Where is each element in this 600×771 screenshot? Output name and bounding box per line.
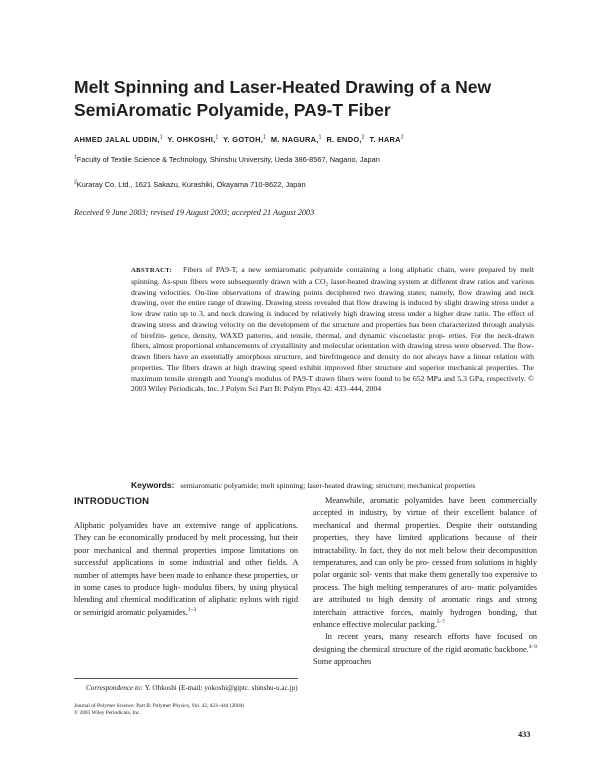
author: Y. GOTOH,$^1$ (223, 134, 267, 144)
affiliation-1: $^1$Faculty of Textile Science & Technology, Shinshu University, Ueda 386-8567, Nagano, Japan (74, 154, 380, 164)
paragraph: Aliphatic polyamides have an extensive range of applications. They can be economically produced by melt processing, but their poor mechanical and thermal properties impose limitations on successful applications in some industrial and other fields. A number of attempts have been made to enhance these properties, or in some cases to produce high- modulus fibers, by using physical blending and chemical modification of aliphatic nylons with rigid or semirigid aromatic polyamides.$^{1-3}$ (74, 521, 299, 617)
author-list (74, 135, 404, 144)
author: Y. OHKOSHI,$^1$ (167, 134, 219, 144)
abstract-text: Fibers of PA9-T, a new semiaromatic polyamide containing a long aliphatic chain, were prepared by melt spinning. As-spun fibers were subsequently drawn with a CO₂ laser-heated drawing system at different draw ratios and various drawing velocities. On-line observations of drawing points deciphered two drawing states; namely, flow drawing and neck drawing, over the entire range of drawing. Drawing stress revealed that flow drawing is induced by slight drawing stress under a low draw ratio up to 3, and neck drawing is induced by relatively high drawing stress under a higher draw ratio. The effect of drawing stress and drawing velocity on the development of the structure and properties has been characterized through analysis of birefrin- gence, density, WAXD patterns, and tensile, thermal, and dynamic viscoelastic prop- erties. For the neck-drawn fibers, almost proportional enhancements of crystallinity and molecular orientation with drawing stress were observed. The flow-drawn fibers have an essentially amorphous structure, and birefringence and density do not always have a linear relation with properties. The fibers drawn at high drawing speed exhibit improved fiber structure and superior mechanical properties. The maximum tensile strength and Young's modulus of PA9-T drawn fibers were found to be 652 MPa and 5.3 GPa, respectively. © 2003 Wiley Periodicals, Inc. J Polym Sci Part B: Polym Phys 42: 433–444, 2004 (131, 265, 535, 394)
keywords-text: semiaromatic polyamide; melt spinning; laser-heated drawing; structure; mechanical properties (180, 481, 476, 490)
page-number: 433 (518, 730, 531, 739)
correspondence-note: Correspondence to: Y. Ohkoshi (E-mail: yokoshi@giptc. shinshu-u.ac.jp) (86, 684, 298, 692)
paper-title (74, 76, 544, 122)
left-column-text (74, 520, 298, 619)
paper-title-line-1: Melt Spinning and Laser-Heated Drawing of a New (74, 77, 492, 97)
affiliation-2: $^2$Kuraray Co. Ltd., 1621 Sakazu, Kurashiki, Okayama 710-8622, Japan (74, 179, 306, 189)
footnote-divider (74, 678, 298, 679)
keywords-label: Keywords: (131, 480, 175, 490)
author: M. NAGURA,$^1$ (270, 134, 322, 144)
right-column-text (313, 495, 537, 669)
abstract (131, 265, 534, 395)
author: T. HARA$^2$ (369, 134, 404, 144)
author: R. ENDO,$^2$ (326, 134, 365, 144)
keywords (131, 480, 534, 492)
abstract-label: ABSTRACT: (131, 267, 173, 274)
paragraph: In recent years, many research efforts have focused on designing the chemical structure of the rigid aromatic backbone.$^{4-9}$ Some approaches (313, 632, 537, 667)
author: AHMED JALAL UDDIN,$^1$ (74, 134, 163, 144)
paper-title-line-2: SemiAromatic Polyamide, PA9-T Fiber (74, 100, 391, 120)
section-heading-introduction: INTRODUCTION (74, 496, 150, 507)
received-dates: Received 9 June 2003; revised 19 August 2003; accepted 21 August 2003 (74, 208, 315, 217)
paragraph: Meanwhile, aromatic polyamides have been commercially accepted in industry, by virtue of their excellent balance of mechanical and thermal properties. Despite their outstanding properties, they have limited applications because of their intractability. In fact, they do not melt below their decomposition temperatures, and can only be pro- cessed from solutions in highly polar organic sol- vents that make them generally too expensive to process. The high melting temperatures of aro- matic polyamides are attributed to high density of aromatic rings and strong interchain attractive forces, mainly hydrogen bonding, that enhance effective molecular packing.$^{5-7}$ (313, 496, 538, 630)
journal-info: Journal of Polymer Science: Part B: Polymer Physics, Vol. 42, 433–444 (2004) © 2003 Wiley Periodicals, Inc. (74, 703, 245, 717)
